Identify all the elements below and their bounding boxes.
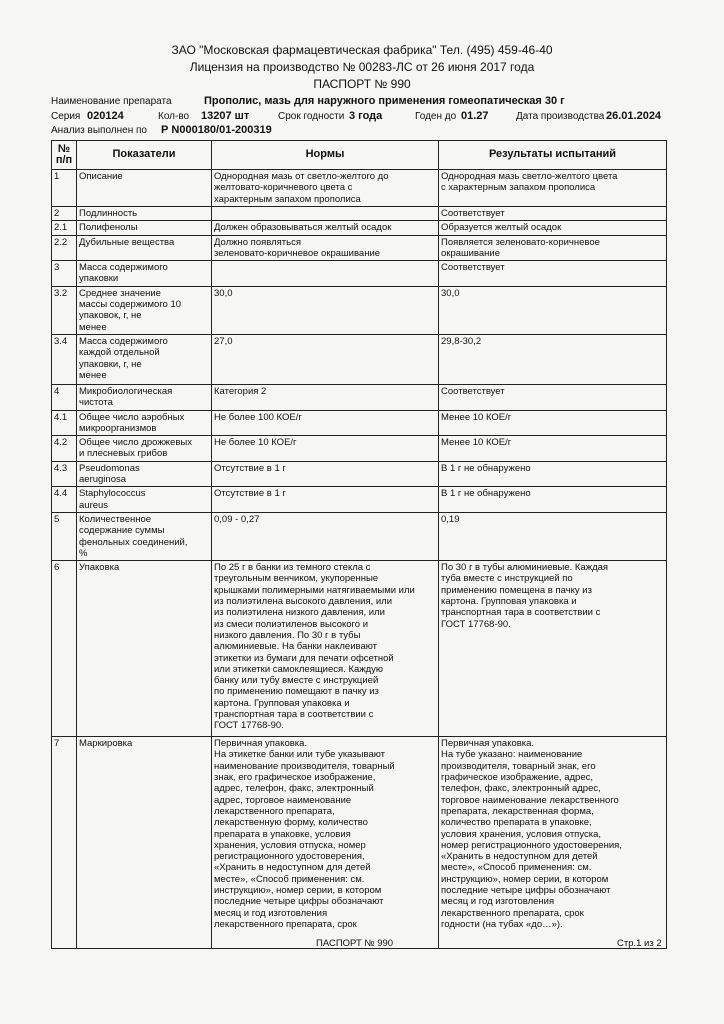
row-result: Соответствует (439, 384, 667, 410)
footer-passport: ПАСПОРТ № 990 (316, 938, 394, 949)
row-num: 2 (52, 207, 77, 221)
table-row (52, 487, 667, 513)
table-row (52, 261, 667, 287)
row-param: Staphylococcus aureus (77, 487, 212, 513)
row-norm: 0,09 - 0,27 (212, 512, 439, 560)
table-row (52, 235, 667, 261)
row-result: В 1 г не обнаружено (439, 461, 667, 487)
row-result: 30,0 (439, 286, 667, 334)
row-norm: Не более 10 КОЕ/г (212, 436, 439, 462)
row-param: Описание (77, 170, 212, 207)
row-num: 4.3 (52, 461, 77, 487)
table-row (52, 737, 667, 949)
valid-label: Годен до (415, 111, 457, 122)
row-param: Подлинность (77, 207, 212, 221)
row-param: Общее число аэробных микроорганизмов (77, 410, 212, 436)
drug-label: Наименование препарата (51, 96, 172, 107)
row-norm: 30,0 (212, 286, 439, 334)
series-value: 020124 (87, 110, 124, 122)
drug-value: Прополис, мазь для наружного применения гомеопатическая 30 г (204, 95, 565, 107)
shelf-label: Срок годности (278, 111, 345, 122)
footer-page-number: Стр.1 из 2 (617, 938, 662, 949)
table-row (52, 207, 667, 221)
company-line: ЗАО "Московская фармацевтическая фабрика" Тел. (495) 459-46-40 (171, 43, 553, 57)
row-norm (212, 261, 439, 287)
test-results-table (51, 140, 667, 949)
row-norm: Должен образовываться желтый осадок (212, 221, 439, 235)
row-num: 4.1 (52, 410, 77, 436)
table-row (52, 512, 667, 560)
date-label: Дата производства (516, 111, 605, 122)
row-num: 4 (52, 384, 77, 410)
row-norm: Первичная упаковка. На этикетке банки или тубе указывают наименование производителя, товарный знак, его графическое изображение, адрес, телефон, факс, электронный адрес, торговое наименование лекарственного препарата, лекарственную форму, количество препарата в упаковке, условия хранения, условия отпуска, номер регистрационного удостоверения, «Хранить в недоступном для детей месте», «Способ применения: см. инструкцию», номер серии, в котором последние четыре цифры обозначают месяц и год изготовления лекарственного препарата, срок (212, 737, 439, 949)
row-num: 3 (52, 261, 77, 287)
row-num: 3.4 (52, 334, 77, 384)
row-result: Менее 10 КОЕ/г (439, 436, 667, 462)
row-param: Маркировка (77, 737, 212, 949)
analysis-value: Р N000180/01-200319 (161, 124, 272, 136)
row-num: 4.4 (52, 487, 77, 513)
row-num: 2.2 (52, 235, 77, 261)
row-norm: Категория 2 (212, 384, 439, 410)
series-label: Серия (51, 111, 81, 122)
row-param: Упаковка (77, 561, 212, 737)
table-row (52, 334, 667, 384)
row-param: Микробиологическая чистота (77, 384, 212, 410)
row-param: Дубильные вещества (77, 235, 212, 261)
row-num: 4.2 (52, 436, 77, 462)
row-result: В 1 г не обнаружено (439, 487, 667, 513)
qty-value: 13207 шт (201, 110, 250, 122)
row-norm: Не более 100 КОЕ/г (212, 410, 439, 436)
row-param: Среднее значение массы содержимого 10 упаковок, г, не менее (77, 286, 212, 334)
row-result: По 30 г в тубы алюминиевые. Каждая туба вместе с инструкцией по применению помещена в пачку из картона. Групповая упаковка и транспортная тара в соответствии с ГОСТ 17768-90. (439, 561, 667, 737)
row-param: Масса содержимого упаковки (77, 261, 212, 287)
row-norm: Отсутствие в 1 г (212, 487, 439, 513)
table-row (52, 410, 667, 436)
row-result: Соответствует (439, 261, 667, 287)
row-param: Масса содержимого каждой отдельной упаковки, г, не менее (77, 334, 212, 384)
table-header-row (52, 141, 667, 170)
table-row (52, 286, 667, 334)
shelf-value: 3 года (349, 110, 383, 122)
analysis-label: Анализ выполнен по (51, 125, 147, 136)
row-param: Pseudomonas aeruginosa (77, 461, 212, 487)
table-row (52, 170, 667, 207)
row-param: Полифенолы (77, 221, 212, 235)
col-header-param: Показатели (77, 141, 212, 170)
row-norm: 27,0 (212, 334, 439, 384)
col-header-result: Результаты испытаний (439, 141, 667, 170)
row-num: 5 (52, 512, 77, 560)
row-num: 6 (52, 561, 77, 737)
table-row (52, 221, 667, 235)
row-result: Образуется желтый осадок (439, 221, 667, 235)
row-result: Появляется зеленовато-коричневое окрашивание (439, 235, 667, 261)
row-param: Общее число дрожжевых и плесневых грибов (77, 436, 212, 462)
row-norm: Отсутствие в 1 г (212, 461, 439, 487)
page-title: ПАСПОРТ № 990 (313, 77, 411, 91)
row-result: 0,19 (439, 512, 667, 560)
row-result: Однородная мазь светло-желтого цвета с характерным запахом прополиса (439, 170, 667, 207)
license-line: Лицензия на производство № 00283-ЛС от 26 июня 2017 года (189, 60, 535, 74)
row-num: 3.2 (52, 286, 77, 334)
row-result: Менее 10 КОЕ/г (439, 410, 667, 436)
col-header-num: № п/п (52, 141, 77, 170)
row-num: 2.1 (52, 221, 77, 235)
row-norm (212, 207, 439, 221)
valid-value: 01.27 (461, 110, 489, 122)
row-norm: По 25 г в банки из темного стекла с треугольным венчиком, укупоренные крышками полимерными натягиваемыми или из полиэтилена высокого давления, или из полиэтилена низкого давления, или из смеси полиэтиленов высокого и низкого давления. По 30 г в тубы алюминиевые. На банки наклеивают этикетки из бумаги для печати офсетной или этикетки самоклеящиеся. Каждую банку или тубу вместе с инструкцией по применению помещают в пачку из картона. Групповая упаковка и транспортная тара в соответствии с ГОСТ 17768-90. (212, 561, 439, 737)
table-row (52, 461, 667, 487)
row-result: Первичная упаковка. На тубе указано: наименование производителя, товарный знак, его графическое изображение, адрес, телефон, факс, электронный адрес, торговое наименование лекарственного препарата, лекарственная форма, количество препарата в упаковке, условия хранения, условия отпуска, номер регистрационного удостоверения, «Хранить в недоступном для детей месте», «Способ применения: см. инструкцию», номер серии, в котором последние четыре цифры обозначают месяц и год изготовления лекарственного препарата, срок годности (на тубах «до…»). (439, 737, 667, 949)
qty-label: Кол-во (158, 111, 190, 122)
table-row (52, 561, 667, 737)
table-row (52, 384, 667, 410)
row-num: 1 (52, 170, 77, 207)
row-num: 7 (52, 737, 77, 949)
row-param: Количественное содержание суммы фенольных соединений, % (77, 512, 212, 560)
date-value: 26.01.2024 (606, 110, 662, 122)
table-row (52, 436, 667, 462)
row-result: 29,8-30,2 (439, 334, 667, 384)
col-header-norm: Нормы (212, 141, 439, 170)
row-norm: Должно появляться зеленовато-коричневое окрашивание (212, 235, 439, 261)
row-result: Соответствует (439, 207, 667, 221)
row-norm: Однородная мазь от светло-желтого до желтовато-коричневого цвета с характерным запахом прополиса (212, 170, 439, 207)
